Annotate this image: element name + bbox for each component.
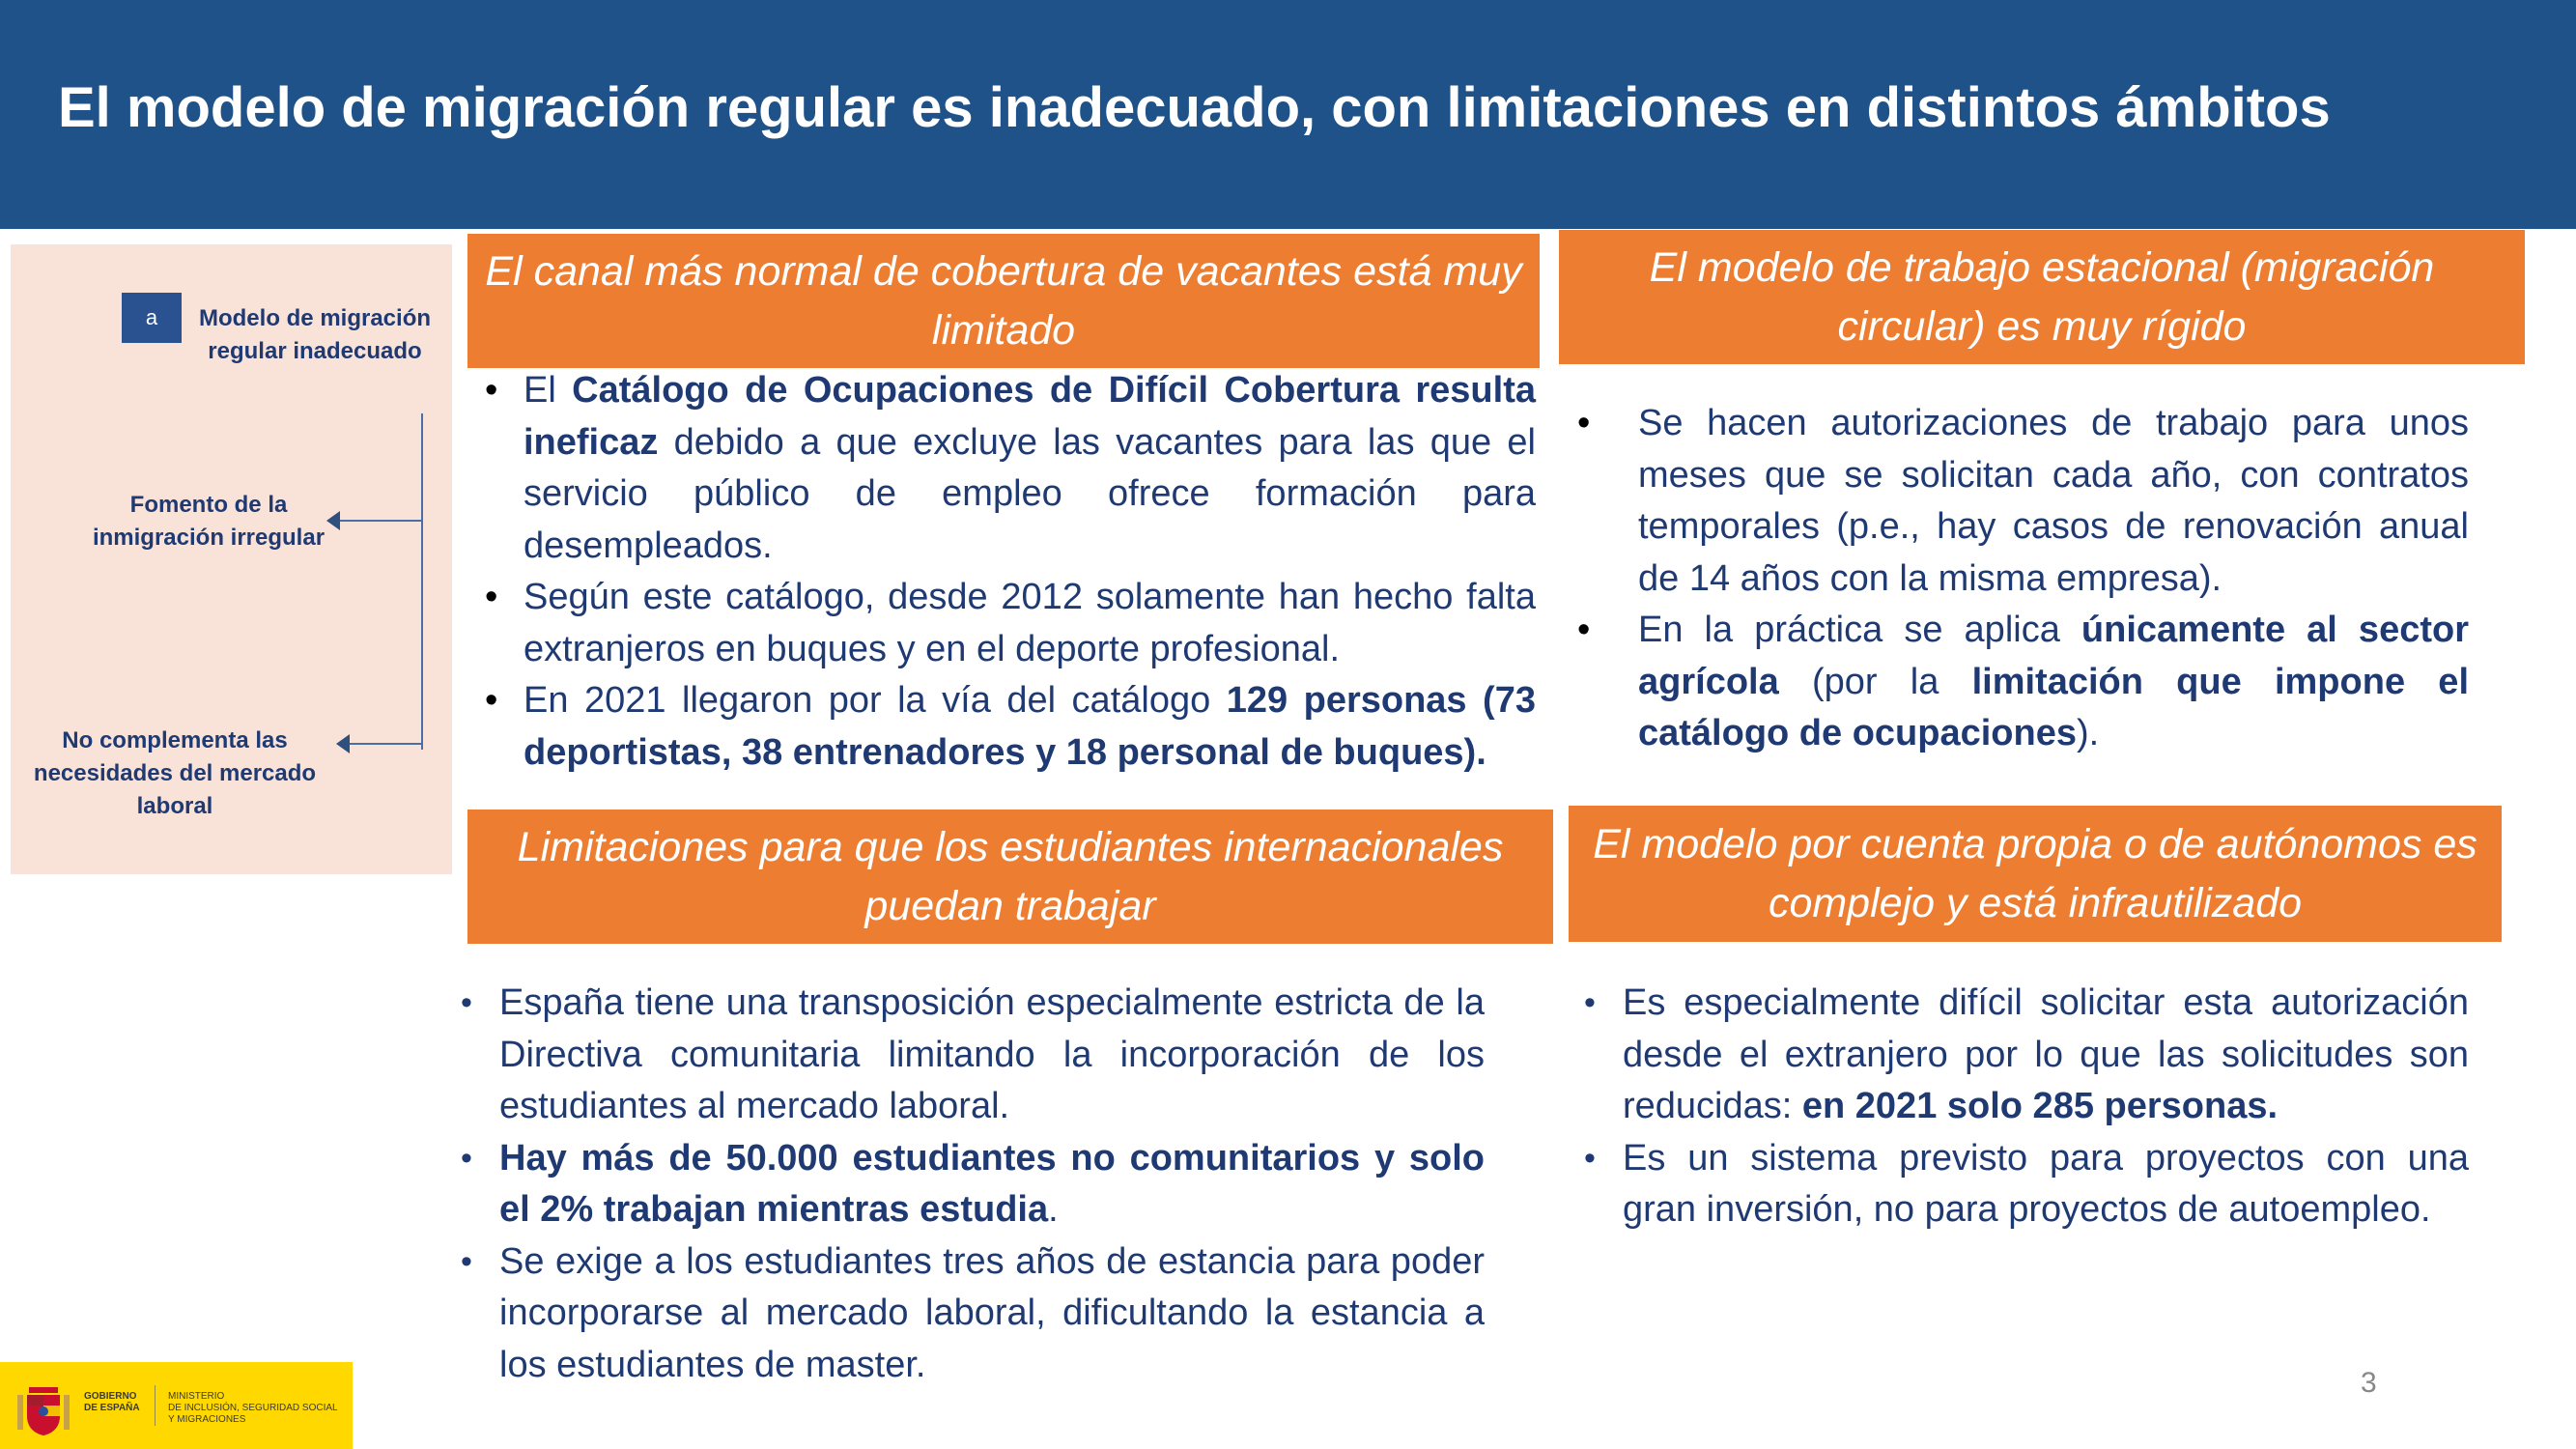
list-item: • Se exige a los estudiantes tres años de estancia para poder incorporarse al mercado laboral, dificultando la estancia a los estudiantes de master. (461, 1236, 1485, 1392)
list-item: • En la práctica se aplica únicamente al sector agrícola (por la limitación que impone el catálogo de ocupaciones). (1577, 605, 2469, 760)
logo-text-ministerio-2: DE INCLUSIÓN, SEGURIDAD SOCIAL (168, 1403, 338, 1413)
list-item: • En 2021 llegaron por la vía del catálogo 129 personas (73 deportistas, 38 entrenadores y 18 personal de buques). (485, 675, 1536, 779)
body-vacantes (485, 365, 1536, 779)
heading-autonomos: El modelo por cuenta propia o de autónomos es complejo y está infrautilizado (1569, 806, 2502, 942)
diagram-branch-labor-market: No complementa las necesidades del mercado laboral (33, 727, 317, 819)
issue-tree-diagram (11, 244, 452, 874)
heading-estacional: El modelo de trabajo estacional (migración circular) es muy rígido (1559, 230, 2525, 364)
slide-header (0, 0, 2576, 229)
bullet-icon: • (485, 370, 498, 411)
heading-vacantes: El canal más normal de cobertura de vacantes está muy limitado (467, 234, 1540, 368)
page-number: 3 (2361, 1367, 2377, 1399)
bullet-icon: • (461, 1242, 472, 1280)
bullet-icon: • (461, 984, 472, 1021)
logo-divider (155, 1385, 156, 1426)
list-item: • Es un sistema previsto para proyectos con una gran inversión, no para proyectos de autoempleo. (1584, 1133, 2469, 1236)
heading-estudiantes: Limitaciones para que los estudiantes internacionales puedan trabajar (467, 810, 1553, 944)
slide-title: El modelo de migración regular es inadecuado, con limitaciones en distintos ámbitos (58, 76, 2331, 139)
logo-text-gobierno-2: DE ESPAÑA (84, 1403, 140, 1413)
logo-text-ministerio-1: MINISTERIO (168, 1391, 225, 1402)
bullet-icon: • (485, 577, 498, 617)
diagram-connectors (11, 244, 452, 874)
body-estudiantes (461, 978, 1485, 1391)
logo-text-ministerio-3: Y MIGRACIONES (168, 1414, 246, 1425)
body-autonomos (1584, 978, 2469, 1236)
diagram-badge: a (122, 293, 182, 343)
bullet-icon: • (1577, 610, 1591, 650)
logo-text-gobierno-1: GOBIERNO (84, 1391, 137, 1402)
arrow-left-icon (336, 734, 350, 753)
diagram-branch-irregular: Fomento de la inmigración irregular (92, 492, 326, 551)
list-item: • Según este catálogo, desde 2012 solamente han hecho falta extranjeros en buques y en el deporte profesional. (485, 572, 1536, 675)
bullet-icon: • (461, 1139, 472, 1177)
list-item: • Es especialmente difícil solicitar esta autorización desde el extranjero por lo que las solicitudes son reducidas: en 2021 solo 285 personas. (1584, 978, 2469, 1133)
list-item: • El Catálogo de Ocupaciones de Difícil Cobertura resulta ineficaz debido a que excluye las vacantes para las que el servicio público de empleo ofrece formación para desempleados. (485, 365, 1536, 572)
list-item: • Se hacen autorizaciones de trabajo para unos meses que se solicitan cada año, con contratos temporales (p.e., hay casos de renovación anual de 14 años con la misma empresa). (1577, 398, 2469, 605)
list-item: • Hay más de 50.000 estudiantes no comunitarios y solo el 2% trabajan mientras estudia. (461, 1133, 1485, 1236)
government-logo (0, 1362, 353, 1449)
spain-coat-of-arms-icon (14, 1381, 73, 1441)
bullet-icon: • (1577, 403, 1591, 443)
arrow-left-icon (326, 511, 340, 530)
bullet-icon: • (1584, 984, 1596, 1021)
bullet-icon: • (485, 680, 498, 721)
body-estacional (1577, 398, 2469, 760)
diagram-root-label: Modelo de migración regular inadecuado (198, 305, 432, 364)
list-item: • España tiene una transposición especialmente estricta de la Directiva comunitaria limitando la incorporación de los estudiantes al mercado laboral. (461, 978, 1485, 1133)
bullet-icon: • (1584, 1139, 1596, 1177)
